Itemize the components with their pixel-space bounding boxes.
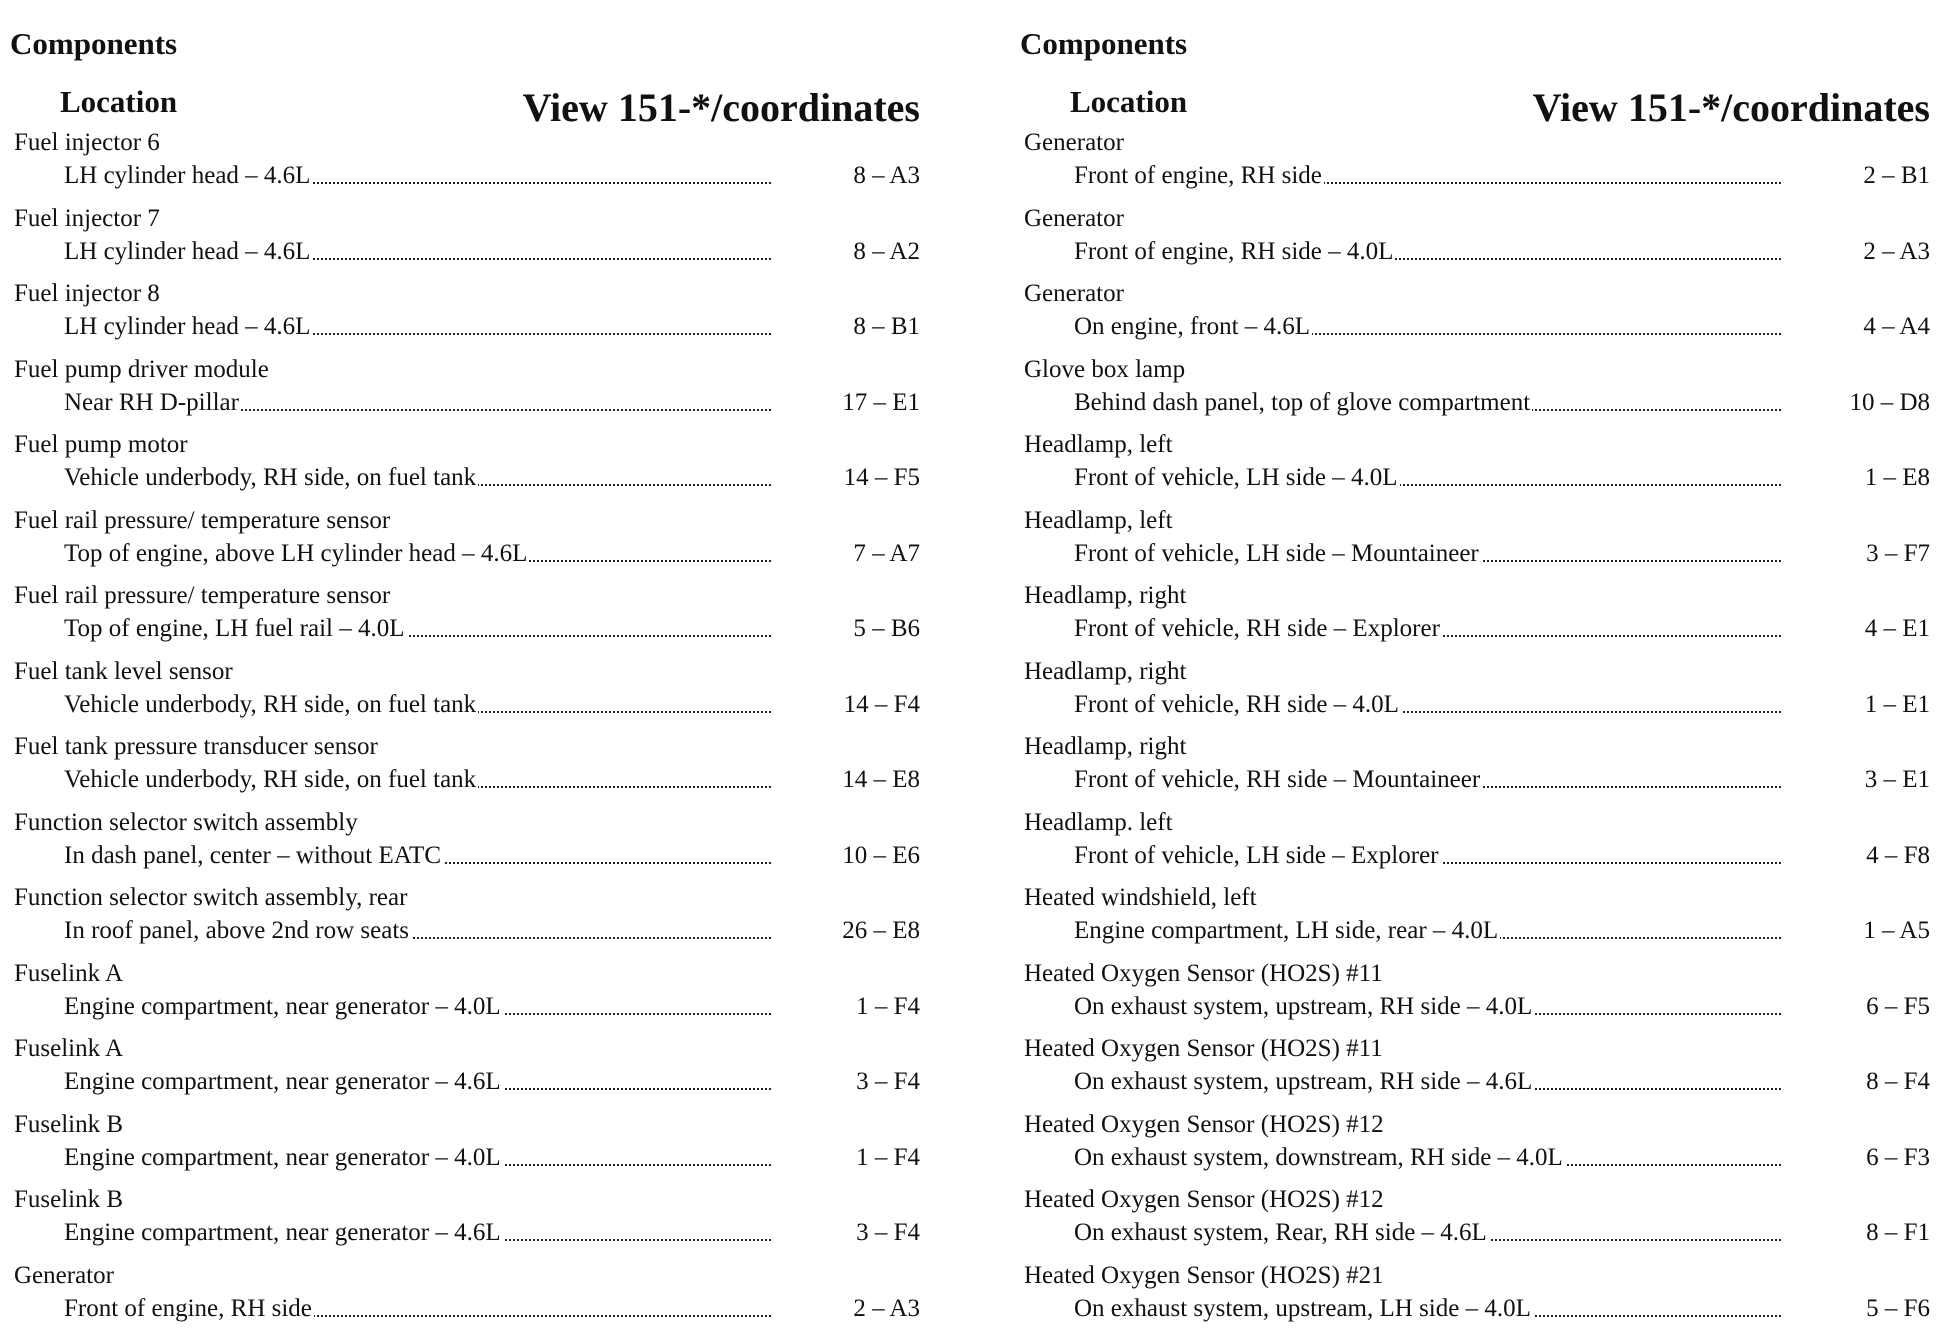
component-list bbox=[1024, 128, 1930, 1336]
view-coordinate: 10 – E6 bbox=[842, 841, 920, 871]
list-item bbox=[14, 581, 920, 657]
view-coordinate: 4 – F8 bbox=[1866, 841, 1930, 871]
list-item bbox=[1024, 355, 1930, 431]
view-coordinate: 8 – F1 bbox=[1866, 1218, 1930, 1248]
view-coordinate: 8 – A3 bbox=[853, 161, 920, 191]
location-leader-row bbox=[64, 539, 771, 569]
view-coordinate: 3 – E1 bbox=[1865, 765, 1930, 795]
component-location: Front of vehicle, RH side – 4.0L bbox=[1074, 691, 1401, 718]
section-title: Components bbox=[1020, 26, 1187, 62]
view-coordinate: 8 – A2 bbox=[853, 237, 920, 267]
component-location: Front of engine, RH side bbox=[1074, 162, 1324, 189]
list-item bbox=[14, 1185, 920, 1261]
component-location: Engine compartment, near generator – 4.0L bbox=[64, 1144, 503, 1171]
component-name: Fuel injector 6 bbox=[14, 128, 160, 158]
list-item bbox=[1024, 808, 1930, 884]
component-location: Front of vehicle, LH side – 4.0L bbox=[1074, 464, 1400, 491]
list-item bbox=[1024, 204, 1930, 280]
component-location: Engine compartment, LH side, rear – 4.0L bbox=[1074, 917, 1500, 944]
view-coordinate: 1 – F4 bbox=[856, 1143, 920, 1173]
list-item bbox=[1024, 128, 1930, 204]
view-coordinate: 10 – D8 bbox=[1849, 388, 1930, 418]
component-name: Fuel injector 8 bbox=[14, 279, 160, 309]
view-coordinate: 1 – A5 bbox=[1863, 916, 1930, 946]
view-coordinate: 14 – E8 bbox=[842, 765, 920, 795]
component-name: Fuel tank pressure transducer sensor bbox=[14, 732, 378, 762]
component-location: Vehicle underbody, RH side, on fuel tank bbox=[64, 691, 478, 718]
component-location: On exhaust system, Rear, RH side – 4.6L bbox=[1074, 1219, 1489, 1246]
location-leader-row bbox=[1074, 1294, 1781, 1324]
view-coordinate: 2 – A3 bbox=[1863, 237, 1930, 267]
view-coordinates-header: View 151-*/coordinates bbox=[1533, 84, 1930, 131]
component-location: In dash panel, center – without EATC bbox=[64, 842, 443, 869]
location-header: Location bbox=[60, 84, 177, 120]
view-coordinate: 3 – F4 bbox=[856, 1067, 920, 1097]
location-leader-row bbox=[1074, 161, 1781, 191]
view-coordinate: 1 – E1 bbox=[1865, 690, 1930, 720]
list-item bbox=[1024, 430, 1930, 506]
component-name: Headlamp. left bbox=[1024, 808, 1173, 838]
component-name: Headlamp, left bbox=[1024, 506, 1173, 536]
list-item bbox=[14, 1110, 920, 1186]
location-leader-row bbox=[64, 1067, 771, 1097]
component-location: Front of vehicle, RH side – Explorer bbox=[1074, 615, 1442, 642]
component-location: Vehicle underbody, RH side, on fuel tank bbox=[64, 464, 478, 491]
list-item bbox=[1024, 581, 1930, 657]
location-leader-row bbox=[64, 614, 771, 644]
component-name: Generator bbox=[1024, 128, 1124, 158]
section-title: Components bbox=[10, 26, 177, 62]
location-leader-row bbox=[1074, 463, 1781, 493]
view-coordinate: 7 – A7 bbox=[853, 539, 920, 569]
view-coordinate: 8 – F4 bbox=[1866, 1067, 1930, 1097]
component-location: Top of engine, LH fuel rail – 4.0L bbox=[64, 615, 407, 642]
component-location: On exhaust system, downstream, RH side – 4.0L bbox=[1074, 1144, 1565, 1171]
list-item bbox=[1024, 732, 1930, 808]
component-location: LH cylinder head – 4.6L bbox=[64, 162, 312, 189]
location-leader-row bbox=[64, 1143, 771, 1173]
list-item bbox=[1024, 279, 1930, 355]
list-item bbox=[1024, 657, 1930, 733]
component-name: Fuel pump motor bbox=[14, 430, 188, 460]
list-item bbox=[14, 1034, 920, 1110]
location-leader-row bbox=[1074, 388, 1781, 418]
location-leader-row bbox=[1074, 690, 1781, 720]
list-item bbox=[14, 279, 920, 355]
component-name: Heated Oxygen Sensor (HO2S) #12 bbox=[1024, 1185, 1384, 1215]
view-coordinate: 3 – F7 bbox=[1866, 539, 1930, 569]
component-location: Front of engine, RH side bbox=[64, 1295, 314, 1322]
location-leader-row bbox=[1074, 916, 1781, 946]
location-leader-row bbox=[64, 388, 771, 418]
list-item bbox=[1024, 1034, 1930, 1110]
view-coordinate: 8 – B1 bbox=[853, 312, 920, 342]
component-name: Generator bbox=[14, 1261, 114, 1291]
component-name: Fuel rail pressure/ temperature sensor bbox=[14, 581, 390, 611]
view-coordinate: 14 – F5 bbox=[844, 463, 920, 493]
location-leader-row bbox=[64, 690, 771, 720]
location-leader-row bbox=[64, 765, 771, 795]
list-item bbox=[1024, 883, 1930, 959]
component-name: Heated Oxygen Sensor (HO2S) #11 bbox=[1024, 1034, 1383, 1064]
location-leader-row bbox=[64, 916, 771, 946]
location-leader-row bbox=[1074, 1067, 1781, 1097]
view-coordinate: 1 – E8 bbox=[1865, 463, 1930, 493]
location-header: Location bbox=[1070, 84, 1187, 120]
location-leader-row bbox=[64, 237, 771, 267]
list-item bbox=[14, 506, 920, 582]
location-leader-row bbox=[64, 992, 771, 1022]
component-name: Fuselink B bbox=[14, 1185, 123, 1215]
list-item bbox=[1024, 1261, 1930, 1336]
view-coordinate: 5 – F6 bbox=[1866, 1294, 1930, 1324]
location-leader-row bbox=[64, 1218, 771, 1248]
component-name: Glove box lamp bbox=[1024, 355, 1185, 385]
component-location: Front of vehicle, LH side – Explorer bbox=[1074, 842, 1441, 869]
list-item bbox=[14, 883, 920, 959]
component-list bbox=[14, 128, 920, 1336]
component-name: Headlamp, right bbox=[1024, 581, 1186, 611]
view-coordinate: 2 – B1 bbox=[1863, 161, 1930, 191]
component-location: On engine, front – 4.6L bbox=[1074, 313, 1312, 340]
component-location: LH cylinder head – 4.6L bbox=[64, 238, 312, 265]
location-leader-row bbox=[1074, 312, 1781, 342]
list-item bbox=[1024, 1110, 1930, 1186]
view-coordinates-header: View 151-*/coordinates bbox=[523, 84, 920, 131]
list-item bbox=[1024, 1185, 1930, 1261]
component-location: Top of engine, above LH cylinder head – 4.6L bbox=[64, 540, 529, 567]
component-name: Fuselink A bbox=[14, 1034, 123, 1064]
component-name: Fuselink B bbox=[14, 1110, 123, 1140]
component-name: Heated windshield, left bbox=[1024, 883, 1257, 913]
component-name: Headlamp, left bbox=[1024, 430, 1173, 460]
list-item bbox=[14, 204, 920, 280]
list-item bbox=[14, 128, 920, 204]
location-leader-row bbox=[1074, 765, 1781, 795]
component-name: Fuselink A bbox=[14, 959, 123, 989]
view-coordinate: 5 – B6 bbox=[853, 614, 920, 644]
list-item bbox=[14, 1261, 920, 1336]
component-location: Engine compartment, near generator – 4.6L bbox=[64, 1068, 503, 1095]
component-name: Heated Oxygen Sensor (HO2S) #21 bbox=[1024, 1261, 1384, 1291]
component-location: Vehicle underbody, RH side, on fuel tank bbox=[64, 766, 478, 793]
list-item bbox=[14, 430, 920, 506]
location-leader-row bbox=[1074, 841, 1781, 871]
view-coordinate: 1 – F4 bbox=[856, 992, 920, 1022]
view-coordinate: 6 – F5 bbox=[1866, 992, 1930, 1022]
location-leader-row bbox=[1074, 539, 1781, 569]
component-name: Function selector switch assembly bbox=[14, 808, 358, 838]
component-location: Engine compartment, near generator – 4.6L bbox=[64, 1219, 503, 1246]
component-name: Heated Oxygen Sensor (HO2S) #11 bbox=[1024, 959, 1383, 989]
view-coordinate: 3 – F4 bbox=[856, 1218, 920, 1248]
location-leader-row bbox=[64, 1294, 771, 1324]
location-leader-row bbox=[1074, 1218, 1781, 1248]
location-leader-row bbox=[1074, 237, 1781, 267]
location-leader-row bbox=[1074, 992, 1781, 1022]
location-leader-row bbox=[64, 161, 771, 191]
component-name: Fuel injector 7 bbox=[14, 204, 160, 234]
component-name: Generator bbox=[1024, 204, 1124, 234]
component-name: Heated Oxygen Sensor (HO2S) #12 bbox=[1024, 1110, 1384, 1140]
component-location: Behind dash panel, top of glove compartment bbox=[1074, 389, 1532, 416]
view-coordinate: 14 – F4 bbox=[844, 690, 920, 720]
component-location: Front of vehicle, RH side – Mountaineer bbox=[1074, 766, 1482, 793]
location-leader-row bbox=[1074, 1143, 1781, 1173]
view-coordinate: 6 – F3 bbox=[1866, 1143, 1930, 1173]
component-name: Generator bbox=[1024, 279, 1124, 309]
list-item bbox=[14, 657, 920, 733]
left-column bbox=[10, 0, 920, 1328]
component-location: In roof panel, above 2nd row seats bbox=[64, 917, 411, 944]
component-name: Headlamp, right bbox=[1024, 657, 1186, 687]
component-name: Fuel tank level sensor bbox=[14, 657, 233, 687]
component-name: Function selector switch assembly, rear bbox=[14, 883, 407, 913]
list-item bbox=[1024, 506, 1930, 582]
component-location: Front of engine, RH side – 4.0L bbox=[1074, 238, 1395, 265]
view-coordinate: 2 – A3 bbox=[853, 1294, 920, 1324]
view-coordinate: 4 – A4 bbox=[1863, 312, 1930, 342]
location-leader-row bbox=[64, 463, 771, 493]
component-location: Near RH D-pillar bbox=[64, 389, 241, 416]
location-leader-row bbox=[1074, 614, 1781, 644]
view-coordinate: 17 – E1 bbox=[842, 388, 920, 418]
list-item bbox=[14, 959, 920, 1035]
list-item bbox=[1024, 959, 1930, 1035]
view-coordinate: 4 – E1 bbox=[1865, 614, 1930, 644]
component-name: Fuel rail pressure/ temperature sensor bbox=[14, 506, 390, 536]
location-leader-row bbox=[64, 841, 771, 871]
component-location: LH cylinder head – 4.6L bbox=[64, 313, 312, 340]
location-leader-row bbox=[64, 312, 771, 342]
right-column bbox=[1020, 0, 1930, 1328]
component-location: Front of vehicle, LH side – Mountaineer bbox=[1074, 540, 1481, 567]
list-item bbox=[14, 355, 920, 431]
component-location: On exhaust system, upstream, LH side – 4.0L bbox=[1074, 1295, 1533, 1322]
component-location: On exhaust system, upstream, RH side – 4.6L bbox=[1074, 1068, 1534, 1095]
list-item bbox=[14, 732, 920, 808]
list-item bbox=[14, 808, 920, 884]
component-location: On exhaust system, upstream, RH side – 4.0L bbox=[1074, 993, 1534, 1020]
view-coordinate: 26 – E8 bbox=[842, 916, 920, 946]
component-name: Fuel pump driver module bbox=[14, 355, 269, 385]
component-name: Headlamp, right bbox=[1024, 732, 1186, 762]
component-location: Engine compartment, near generator – 4.0L bbox=[64, 993, 503, 1020]
